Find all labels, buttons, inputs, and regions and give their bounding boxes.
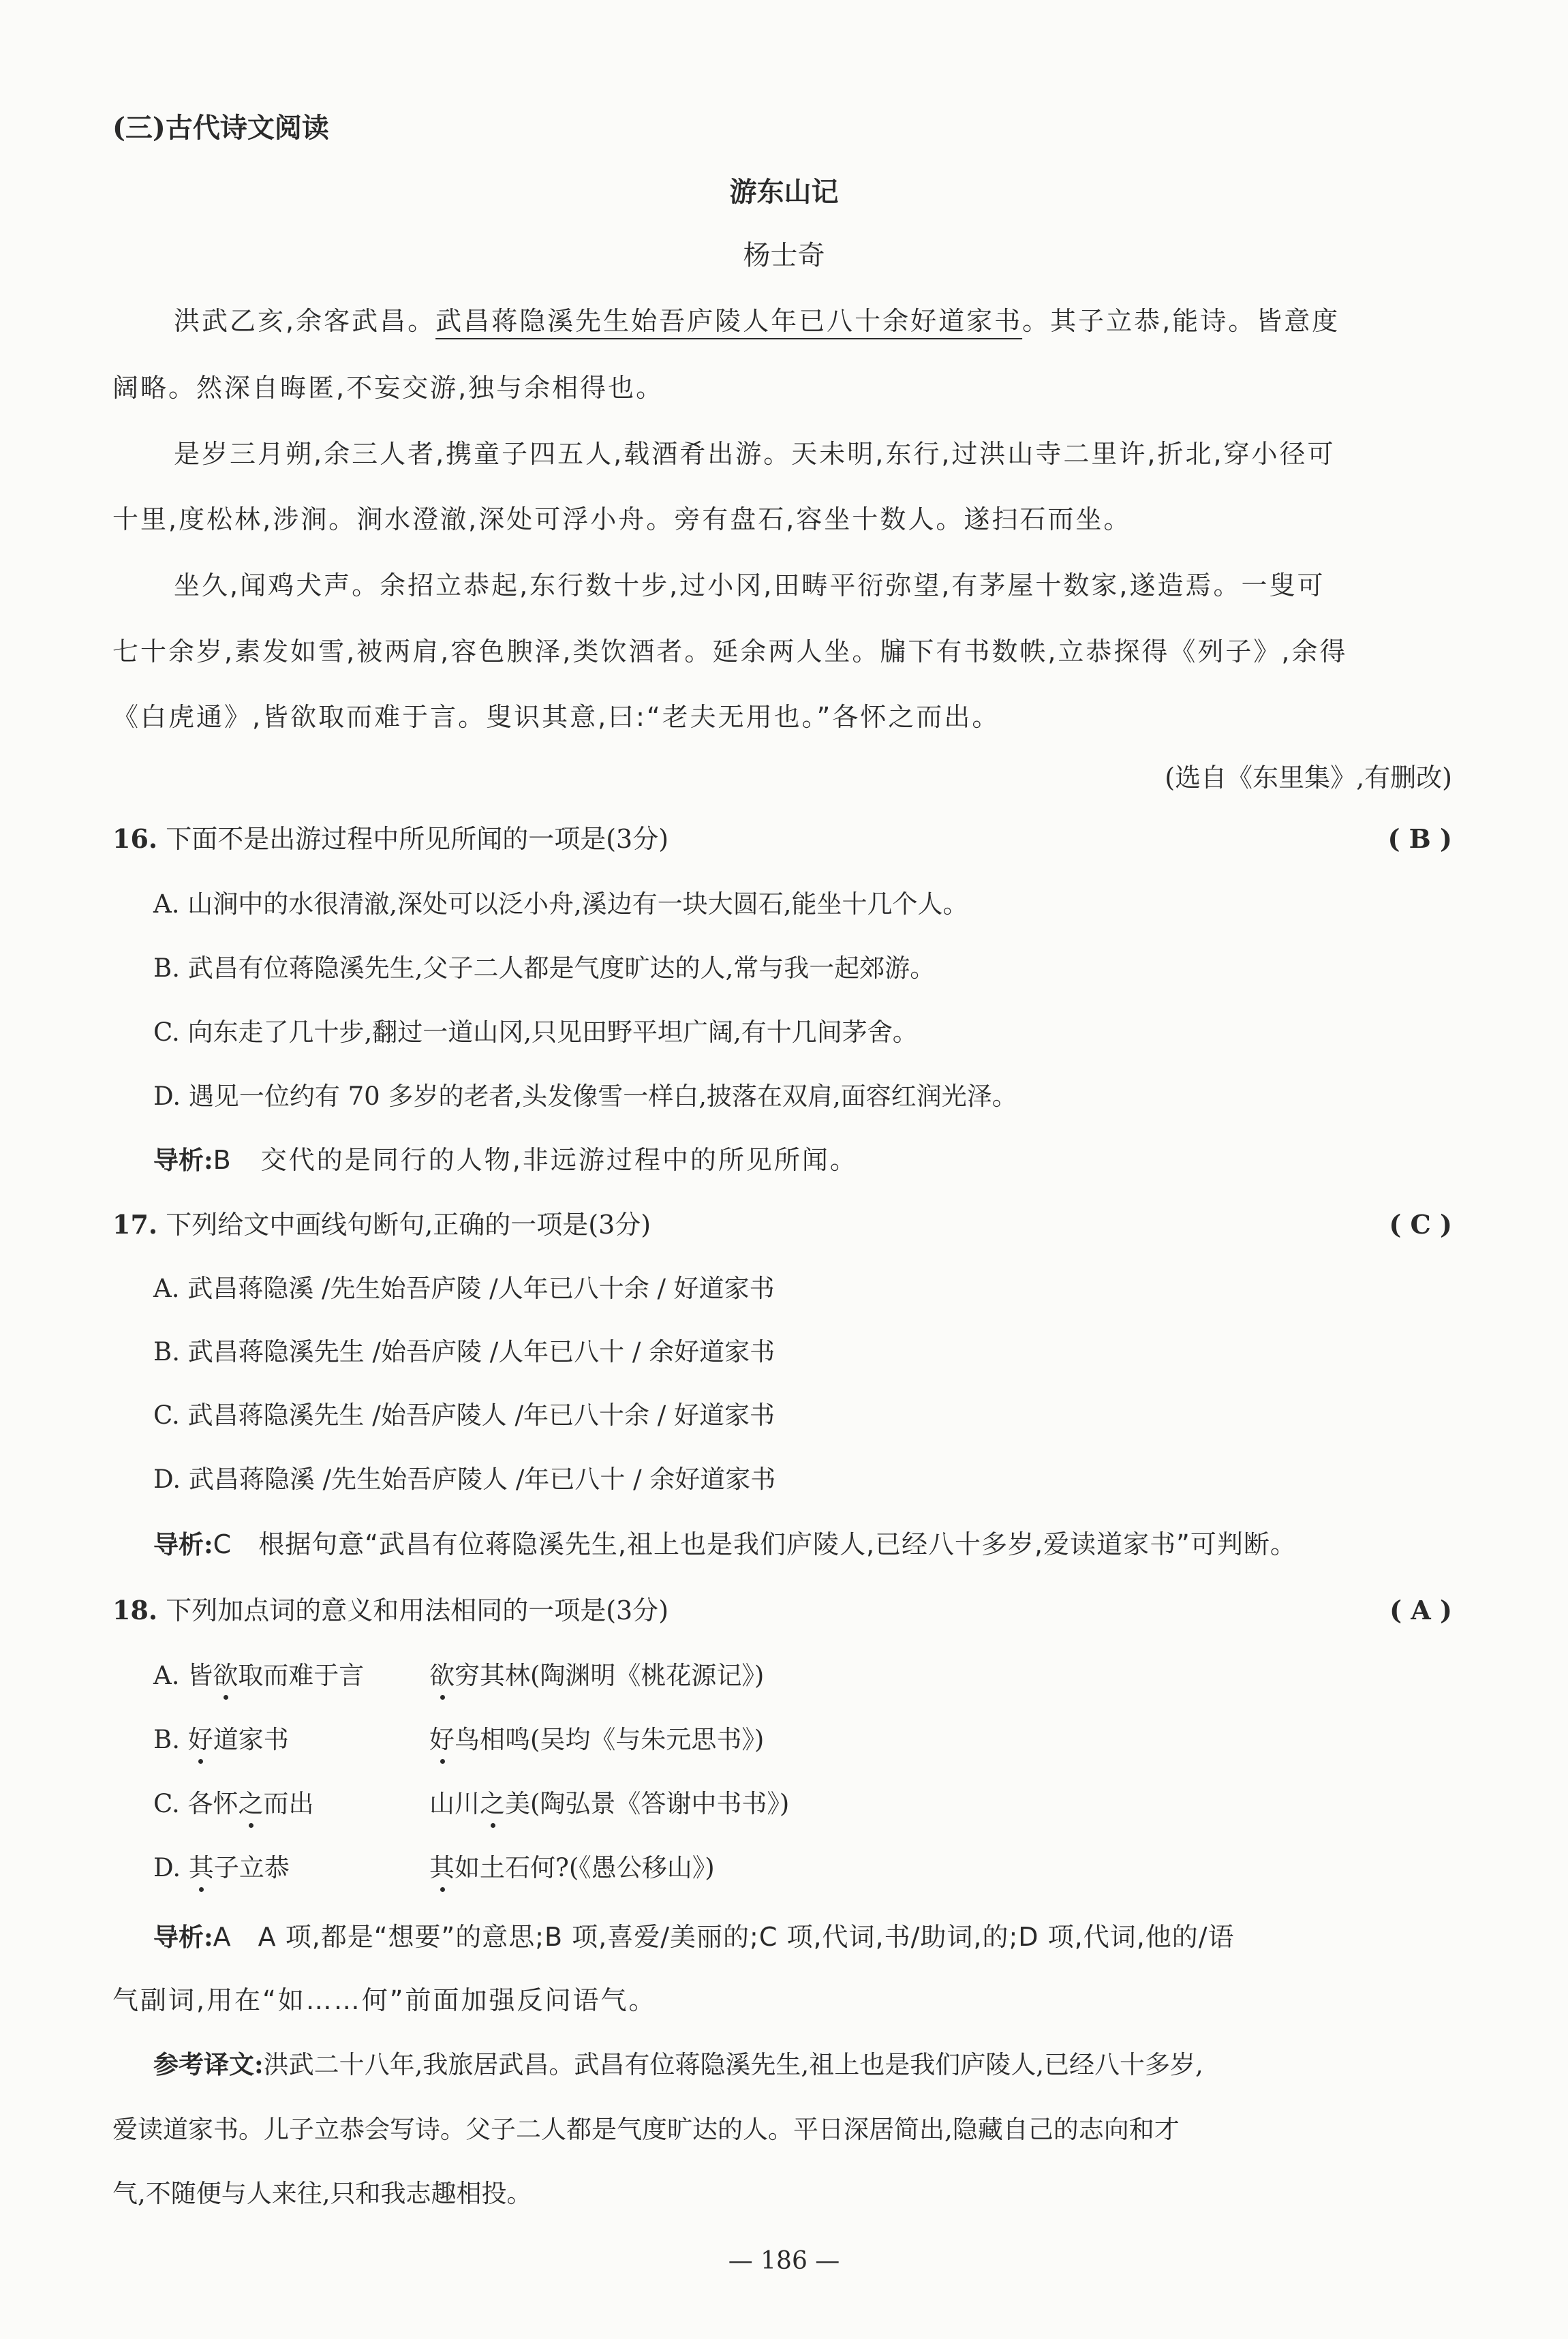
poem-title: 游东山记: [729, 176, 839, 208]
question-17-analysis: 导析:C 根据句意“武昌有位蒋隐溪先生,祖上也是我们庐陵人,已经八十多岁,爱读道家书”可判断。: [153, 1529, 1297, 1559]
question-18-option-d: D. 其子立恭: [153, 1853, 290, 1882]
poem-paragraph-3-line-1: 坐久,闻鸡犬声。余招立恭起,东行数十步,过小冈,田畴平衍弥望,有茅屋十数家,遂造焉。一叟可: [174, 570, 1325, 600]
question-16-stem: 16. 下面不是出游过程中所见所闻的一项是(3分): [112, 823, 669, 854]
dotted-word: 之: [238, 1789, 264, 1818]
question-18-option-c-reference: 山川之美(陶弘景《答谢中书书》): [429, 1789, 790, 1818]
question-18-option-a: A. 皆欲取而难于言: [153, 1661, 365, 1690]
question-17-option-b: B. 武昌蒋隐溪先生 /始吾庐陵 /人年已八十 / 余好道家书: [153, 1337, 775, 1366]
section-title: (三)古代诗文阅读: [112, 112, 329, 144]
poem-paragraph-2-line-1: 是岁三月朔,余三人者,携童子四五人,载酒肴出游。天未明,东行,过洪山寺二里许,折北,穿小径可: [174, 439, 1336, 469]
translation-line-1: 参考译文:洪武二十八年,我旅居武昌。武昌有位蒋隐溪先生,祖上也是我们庐陵人,已经八十多岁,: [153, 2049, 1203, 2079]
dotted-word: 其: [429, 1853, 455, 1882]
question-16-option-b: B. 武昌有位蒋隐溪先生,父子二人都是气度旷达的人,常与我一起郊游。: [153, 953, 936, 983]
poem-source: (选自《东里集》,有删改): [1165, 763, 1452, 793]
question-17-option-c: C. 武昌蒋隐溪先生 /始吾庐陵人 /年已八十余 / 好道家书: [153, 1401, 775, 1430]
poem-paragraph-1-line-1: 洪武乙亥,余客武昌。武昌蒋隐溪先生始吾庐陵人年已八十余好道家书。其子立恭,能诗。皆意度: [174, 306, 1340, 336]
page-number: — 186 —: [728, 2247, 840, 2275]
dotted-word: 欲: [429, 1661, 455, 1690]
question-17-answer: ( C ): [1389, 1209, 1452, 1240]
question-16-option-c: C. 向东走了几十步,翻过一道山冈,只见田野平坦广阔,有十几间茅舍。: [153, 1018, 918, 1047]
underlined-sentence: 武昌蒋隐溪先生始吾庐陵人年已八十余好道家书: [435, 306, 1023, 336]
dotted-word: 之: [480, 1789, 505, 1818]
translation-line-2: 爱读道家书。儿子立恭会写诗。父子二人都是气度旷达的人。平日深居简出,隐藏自己的志向和才: [112, 2115, 1180, 2144]
question-17-option-d: D. 武昌蒋隐溪 /先生始吾庐陵人 /年已八十 / 余好道家书: [153, 1465, 776, 1494]
question-17-stem: 17. 下列给文中画线句断句,正确的一项是(3分): [112, 1209, 651, 1240]
poem-paragraph-2-line-2: 十里,度松林,涉涧。涧水澄澈,深处可浮小舟。旁有盘石,容坐十数人。遂扫石而坐。: [112, 504, 1132, 534]
translation-line-3: 气,不随便与人来往,只和我志趣相投。: [112, 2179, 532, 2208]
question-18-option-d-reference: 其如土石何?(《愚公移山》): [429, 1853, 715, 1882]
poem-paragraph-1-line-2: 阔略。然深自晦匿,不妄交游,独与余相得也。: [112, 373, 664, 403]
question-18-option-c: C. 各怀之而出: [153, 1789, 314, 1818]
question-16-option-d: D. 遇见一位约有 70 多岁的老者,头发像雪一样白,披落在双肩,面容红润光泽。: [153, 1082, 1017, 1111]
question-16-option-a: A. 山涧中的水很清澈,深处可以泛小舟,溪边有一块大圆石,能坐十几个人。: [153, 889, 968, 919]
question-18-analysis-line-2: 气副词,用在“如……何”前面加强反问语气。: [112, 1985, 657, 2015]
question-17-option-a: A. 武昌蒋隐溪 /先生始吾庐陵 /人年已八十余 / 好道家书: [153, 1274, 775, 1303]
poem-paragraph-3-line-3: 《白虎通》,皆欲取而难于言。叟识其意,曰:“老夫无用也。”各怀之而出。: [112, 702, 1000, 732]
question-16-analysis: 导析:B 交代的是同行的人物,非远游过程中的所见所闻。: [153, 1145, 858, 1175]
dotted-word: 欲: [213, 1661, 239, 1690]
dotted-word: 好: [429, 1725, 455, 1754]
dotted-word: 好: [187, 1725, 213, 1754]
question-18-answer: ( A ): [1389, 1595, 1452, 1625]
poem-paragraph-3-line-2: 七十余岁,素发如雪,被两肩,容色腴泽,类饮酒者。延余两人坐。牖下有书数帙,立恭探得《列子》,余得: [112, 637, 1348, 667]
question-18-option-b: B. 好道家书: [153, 1725, 289, 1754]
question-16-answer: ( B ): [1387, 823, 1452, 854]
question-18-option-a-reference: 欲穷其林(陶渊明《桃花源记》): [429, 1661, 765, 1690]
question-18-analysis-line-1: 导析:A A 项,都是“想要”的意思;B 项,喜爱/美丽的;C 项,代词,书/助词,的;D 项,代词,他的/语: [153, 1922, 1235, 1952]
dotted-word: 其: [188, 1853, 214, 1882]
question-18-option-b-reference: 好鸟相鸣(吴均《与朱元思书》): [429, 1725, 765, 1754]
question-18-stem: 18. 下列加点词的意义和用法相同的一项是(3分): [112, 1595, 669, 1625]
poem-author: 杨士奇: [743, 240, 825, 271]
